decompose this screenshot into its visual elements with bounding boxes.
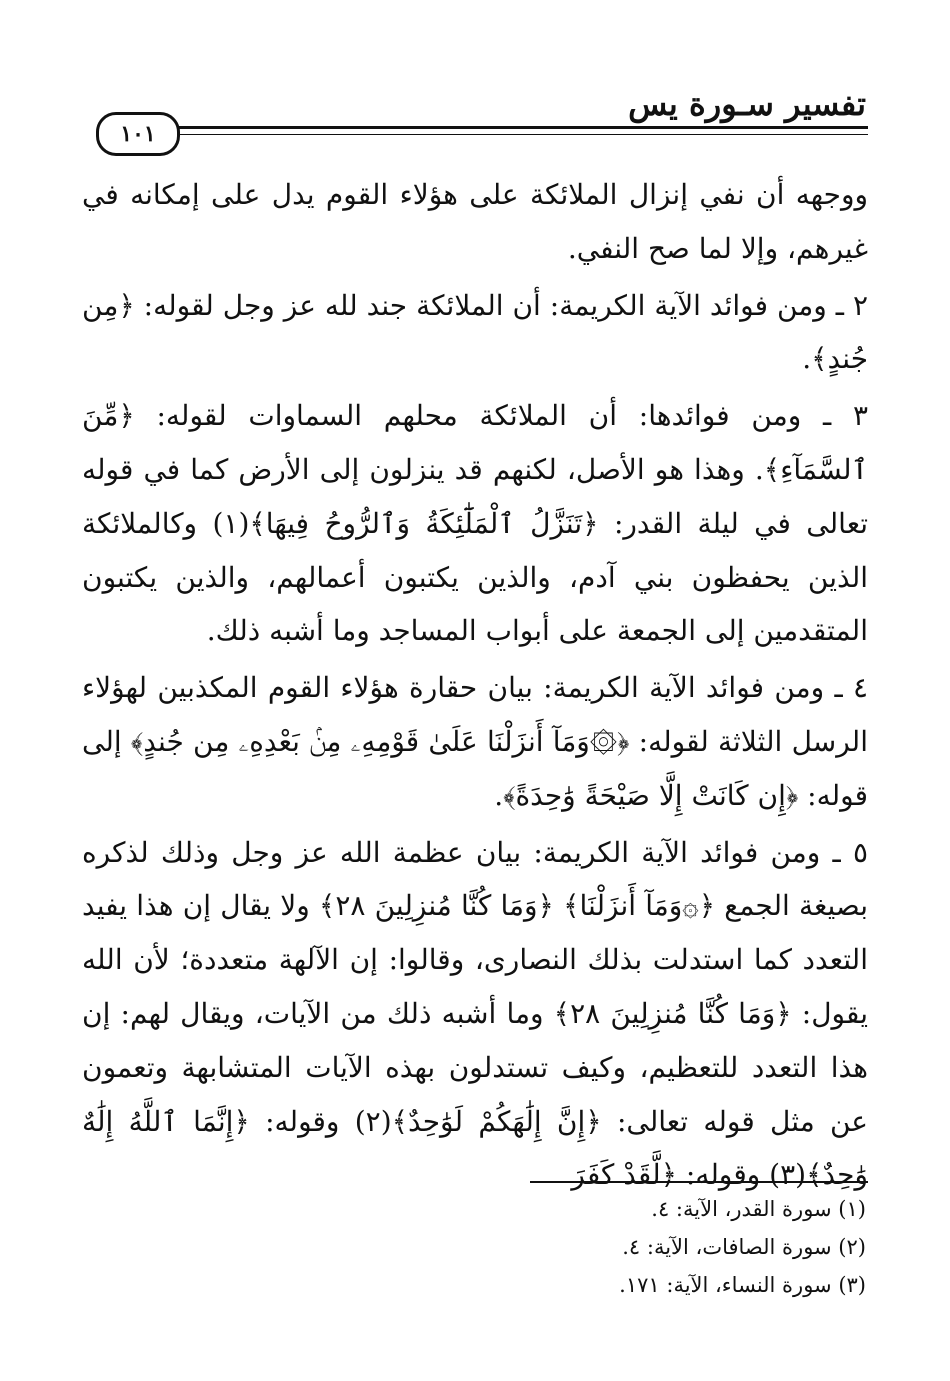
footnotes <box>84 1190 866 1304</box>
paragraph-benefit-3: ٣ ـ ومن فوائدها: أن الملائكة محلهم السماوات لقوله: ﴿مِّنَ ٱلسَّمَآءِ﴾. وهذا هو الأصل، لكنهم قد ينزلون إلى الأرض كما في قوله تعالى في ليلة القدر: ﴿تَنَزَّلُ ٱلْمَلَٰٓئِكَةُ وَٱلرُّوحُ فِيهَا﴾(١) وكالملائكة الذين يحفظون بني آدم، والذين يكتبون أعمالهم، والذين يكتبون المتقدمين إلى الجمعة على أبواب المساجد وما أشبه ذلك. <box>82 399 869 648</box>
paragraph-intro: ووجهه أن نفي إنزال الملائكة على هؤلاء القوم يدل على إمكانه في غيرهم، وإلا لما صح النفي. <box>82 178 868 265</box>
footnote-separator <box>530 1181 868 1183</box>
paragraph-benefit-4: ٤ ـ ومن فوائد الآية الكريمة: بيان حقارة هؤلاء القوم المكذبين لهؤلاء الرسل الثلاثة لقوله: ﴿۞وَمَآ أَنزَلْنَا عَلَىٰ قَوْمِهِۦ مِنۢ بَعْدِهِۦ مِن جُندٍ﴾ إلى قوله: ﴿إِن كَانَتْ إِلَّا صَيْحَةً وَٰحِدَةً﴾. <box>82 671 868 812</box>
footnote-3: (٣) سورة النساء، الآية: ١٧١. <box>619 1273 866 1297</box>
paragraph-benefit-5: ٥ ـ ومن فوائد الآية الكريمة: بيان عظمة الله عز وجل وذلك لذكره بصيغة الجمع ﴿۞وَمَآ أَنزَلْنَا﴾ ﴿وَمَا كُنَّا مُنزِلِينَ ٢٨﴾ ولا يقال إن هذا يفيد التعدد كما استدلت بذلك النصارى، وقالوا: إن الآلهة متعددة؛ لأن الله يقول: ﴿وَمَا كُنَّا مُنزِلِينَ ٢٨﴾ وما أشبه ذلك من الآيات، ويقال لهم: إن هذا التعدد للتعظيم، وكيف تستدلون بهذه الآيات المتشابهة وتعمون عن مثل قوله تعالى: ﴿إِنَّ إِلَٰهَكُمْ لَوَٰحِدٌ﴾(٢) وقوله: ﴿إِنَّمَا ٱللَّهُ إِلَٰهٌ وَٰحِدٌ﴾(٣) وقوله: ﴿لَّقَدْ كَفَرَ <box>82 835 868 1192</box>
paragraph-benefit-2: ٢ ـ ومن فوائد الآية الكريمة: أن الملائكة جند لله عز وجل لقوله: ﴿مِن جُندٍ﴾. <box>82 288 868 376</box>
header-rule <box>160 126 868 135</box>
footnote-1: (١) سورة القدر، الآية: ٤. <box>651 1197 866 1221</box>
main-text <box>82 168 868 1202</box>
running-header-title: تفسير سـورة يس <box>628 85 866 123</box>
footnote-2: (٢) سورة الصافات، الآية: ٤. <box>622 1235 866 1259</box>
page-number-badge: ١٠١ <box>96 112 180 156</box>
